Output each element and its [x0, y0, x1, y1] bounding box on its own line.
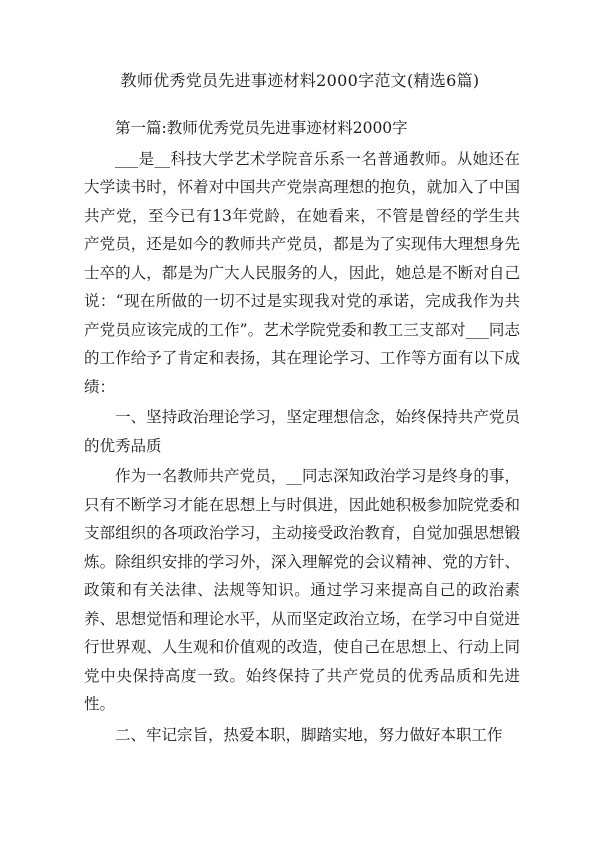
document-body — [84, 114, 520, 751]
subheading-two: 二、牢记宗旨，热爱本职，脚踏实地，努力做好本职工作 — [115, 725, 503, 744]
subheading-one: 一、坚持政治理论学习，坚定理想信念，始终保持共产党员的优秀品质 — [84, 408, 520, 455]
document-title: 教师优秀党员先进事迹材料2000字范文(精选6篇) — [120, 71, 480, 90]
section-heading: 第一篇:教师优秀党员先进事迹材料2000字 — [115, 119, 408, 137]
paragraph-intro: ___是__科技大学艺术学院音乐系一名普通教师。从她还在大学读书时，怀着对中国共产党崇高理想的抱负，就加入了中国共产党，至今已有13年党龄，在她看来，不管是曾经的学生共产党员，还是如今的教师共产党员，都是为了实现伟大理想身先士卒的人，都是为广大人民服务的人，因此，她总是不断对自己说：“现在所做的一切不过是实现我对党的承诺，完成我作为共产党员应该完成的工作”。艺术学院党委和教工三支部对___同志的工作给予了肯定和表扬，其在理论学习、工作等方面有以下成绩： — [84, 149, 520, 396]
paragraph-political-study: 作为一名教师共产党员，__同志深知政治学习是终身的事，只有不断学习才能在思想上与时俱进，因此她积极参加院党委和支部组织的各项政治学习，主动接受政治教育，自觉加强思想锻炼。除组织安排的学习外，深入理解党的会议精神、党的方针、政策和有关法律、法规等知识。通过学习来提高自己的政治素养、思想觉悟和理论水平，从而坚定政治立场，在学习中自觉进行世界观、人生观和价值观的改造，使自己在思想上、行动上同党中央保持高度一致。始终保持了共产党员的优秀品质和先进性。 — [84, 467, 520, 713]
